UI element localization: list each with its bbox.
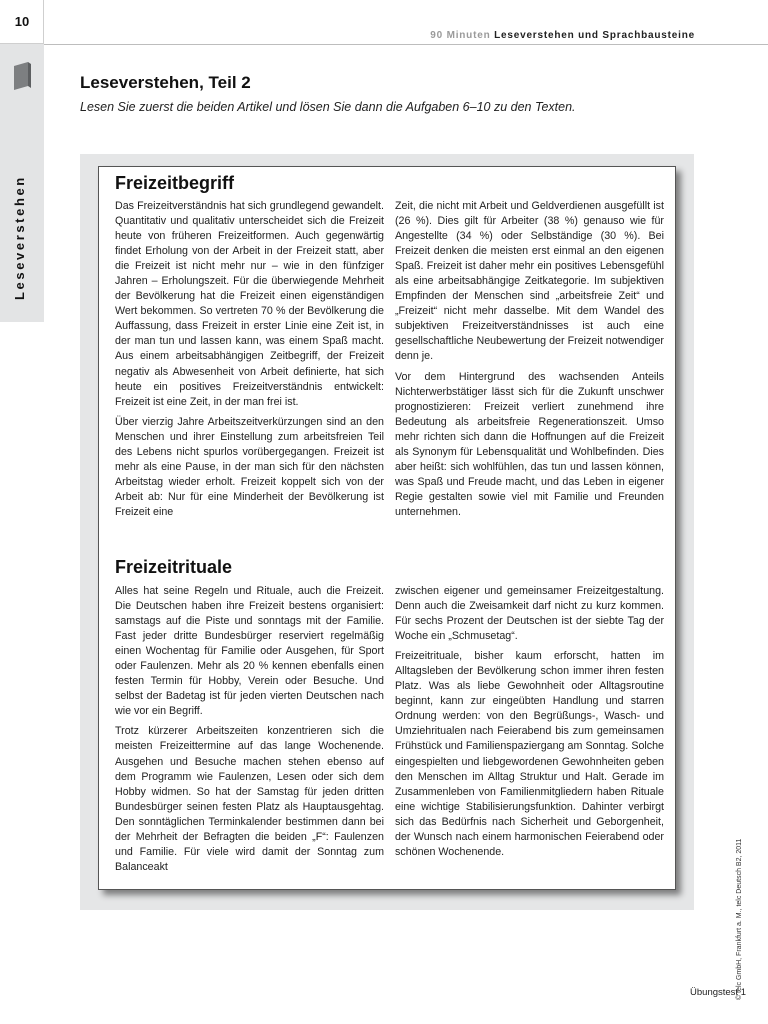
paragraph: Alles hat seine Regeln und Rituale, auch die Freizeit. Die Deutschen haben ihre Freizeit bestens organisiert: samstags auf die Piste und sonntags mit der Familie. Fast jeder dritte Bundesbürger reserviert regelmäßig einen Wochentag für Familie oder Ausgehen, für Sport oder Faulenzen. Mehr als 20 % kennen ebenfalls einen festen Termin für Hobby, Verein oder Besuche. Und selbst der Badetag ist für jeden vierten Deutschen nach wie vor ein Begriff. (115, 585, 384, 718)
paragraph: zwischen eigener und gemeinsamer Freizeitgestaltung. Denn auch die Zweisamkeit darf nicht zu kurz kommen. Für sechs Prozent der Deutschen ist der siebte Tag der Woche ein „Schmusetag“. (395, 585, 664, 643)
article-column-right (395, 584, 664, 865)
article-column-right (395, 199, 664, 525)
running-header (430, 30, 695, 41)
header-divider (44, 44, 768, 45)
footer-label: Übungstest 1 (690, 987, 746, 998)
section-title: Leseverstehen, Teil 2 (80, 73, 251, 92)
paragraph: Freizeitrituale, bisher kaum erforscht, hatten im Alltagsleben der Bevölkerung schon immer ihren festen Platz. Was als liebe Gewohnheit oder Alltagsroutine beginnt, kann zur eingeübten Handlung und starren Ordnung werden: von den Begrüßungs-, Wasch- und Umziehritualen nach Feierabend bis zum gemeinsamen Frühstück und Familienspaziergang am Sonntag. Solche eingespielten und liebgewordenen Gewohnheiten geben den Menschen im Alltag Struktur und Halt. Gerade im Zusammenleben von Familienmitgliedern haben Rituale eine wichtige Stabilisierungsfunktion. Dahinter verbirgt sich das Bedürfnis nach Sicherheit und Geborgenheit, der Wunsch nach einem harmonischen Feierabend oder schönen Wochenende. (395, 650, 664, 858)
running-header-text: Leseverstehen und Sprachbausteine (494, 30, 695, 41)
paragraph: Trotz kürzerer Arbeitszeiten konzentrieren sich die meisten Freizeittermine auf das lange Wochenende. Ausgehen und Besuche machen stehen ebenso auf dem Programm wie Faulenzen, Lesen oder sich dem Hobby widmen. So hat der Samstag für jeden dritten Bundesbürger seinen festen Platz als Hauptausgehtag. Den sonntäglichen Terminkalender bestimmen dann bei der Mehrheit der Befragten die beiden „F“: Faulenzen und Familie. Für viele wird damit der Sonntag zum Balanceakt (115, 725, 384, 873)
article-title: Freizeitbegriff (115, 173, 235, 193)
page-number-box (0, 0, 44, 44)
paragraph: Zeit, die nicht mit Arbeit und Geldverdienen ausgefüllt ist (26 %). Dies gilt für Arbeiter (38 %) genauso wie für Angestellte (34 %) oder Selbständige (30 %). Bei Freizeit denken die meisten erst einmal an den eigenen Spaß. Freizeit ist daher mehr ein positives Lebensgefühl als eine arbeitsabhängige Zeitkategorie. Im subjektiven Empfinden der Menschen sind „arbeitsfreie Zeit“ und „Freizeit“ nicht mehr dasselbe. Mit dem Wandel des subjektiven Freizeitverständnisses ist auch eine gesellschaftliche Neubewertung der Freizeit notwendiger denn je. (395, 200, 664, 363)
running-header-duration: 90 Minuten (430, 30, 491, 41)
paragraph: Vor dem Hintergrund des wachsenden Anteils Nichterwerbstätiger lässt sich für die Zukunft unschwer prognostizieren: Freizeit verliert zunehmend ihre Bedeutung als arbeitsfreie Regenerationszeit. Umso mehr richten sich dann die Hoffnungen auf die Freizeit als Synonym für Lebensqualität und Wohlbefinden. Dies aber heißt: sich wohlfühlen, das tun und lassen können, was Spaß und Freude macht, und das Leben in eigener Regie gestalten sowie viel mit Familie und Freunden unternehmen. (395, 370, 664, 518)
instruction-text: Lesen Sie zuerst die beiden Artikel und lösen Sie dann die Aufgaben 6–10 zu den Texten. (80, 100, 576, 114)
book-icon (12, 62, 32, 90)
paragraph: Das Freizeitverständnis hat sich grundlegend gewandelt. Quantitativ und qualitativ unterscheidet sich die Freizeit heute von früheren Freizeitformen. Auch gegenwärtig findet Erholung von der Arbeit in der Freizeit statt, aber die Freizeit ist nicht mehr nur – wie in den fünfziger Jahren – Erholungszeit. Für die überwiegende Mehrheit der Bevölkerung hat die Freizeit einen eigenständigen Wert bekommen. So vertreten 70 % der Bevölkerung die Auffassung, dass Freizeit in erster Linie eine Zeit ist, in der man tun und lassen kann, was einem Spaß macht. Aus einem arbeitsabhängigen Zeitbegriff, der Freizeit negativ als Abwesenheit von Arbeit definierte, hat sich heute ein positives Freizeitverständnis entwickelt: Freizeit ist eine Zeit, in der man frei ist. (115, 200, 384, 408)
section-side-label: Leseverstehen (12, 175, 27, 300)
article-column-left (115, 199, 384, 525)
paragraph: Über vierzig Jahre Arbeitszeitverkürzungen sind an den Menschen und ihrer Einstellung zum arbeitsfreien Teil des Lebens nicht spurlos vorübergegangen. Freizeit ist mehr als eine Pause, in der man sich für den nächsten Arbeitstag wieder erholt. Freizeit koppelt sich von der Arbeit ab: Nur für eine Minderheit der Bevölkerung ist Freizeit eine (115, 415, 384, 518)
copyright-notice: © telc GmbH, Frankfurt a. M., telc Deutsch B2, 2011 (736, 838, 743, 1000)
article-column-left (115, 584, 384, 880)
page-number: 10 (14, 14, 30, 29)
article-title: Freizeitrituale (115, 557, 233, 577)
